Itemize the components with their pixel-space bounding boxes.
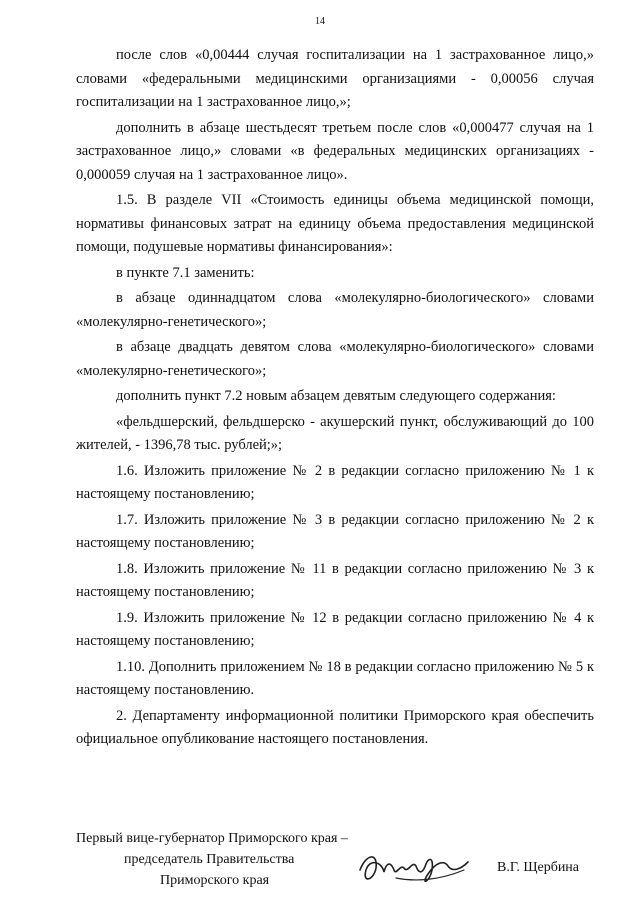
paragraph: «фельдшерский, фельдшерско - акушерский пункт, обслуживающий до 100 жителей, - 1396,78 тыс. рублей;»; [76, 413, 594, 453]
paragraph: 1.5. В разделе VII «Стоимость единицы объема медицинской помощи, нормативы финансовых затрат на единицу объема предоставления медицинской помощи, подушевые нормативы финансирования»: [76, 192, 594, 255]
paragraph: дополнить пункт 7.2 новым абзацем девятым следующего содержания: [116, 388, 556, 404]
paragraph: в абзаце двадцать девятом слова «молекулярно-биологического» словами «молекулярно-генетического»; [76, 339, 594, 379]
paragraph: после слов «0,00444 случая госпитализации на 1 застрахованное лицо,» словами «федеральными медицинскими организациями - 0,00056 случая госпитализации на 1 застрахованное лицо,»; [76, 47, 594, 110]
signatory-title-line-2: председатель Правительства [124, 852, 295, 867]
paragraph: дополнить в абзаце шестьдесят третьем после слов «0,000477 случая на 1 застрахованное лицо,» словами «в федеральных медицинских организациях - 0,000059 случая на 1 застрахованное лицо». [76, 119, 594, 183]
paragraph: в абзаце одиннадцатом слова «молекулярно-биологического» словами «молекулярно-генетического»; [76, 290, 594, 330]
paragraph: 1.6. Изложить приложение № 2 в редакции согласно приложению № 1 к настоящему постановлению; [76, 462, 594, 502]
signatory-title-line-3: Приморского края [160, 873, 270, 888]
paragraph: в пункте 7.1 заменить: [116, 264, 255, 281]
paragraph: 2. Департаменту информационной политики Приморского края обеспечить официальное опубликование настоящего постановления. [76, 707, 594, 747]
handwritten-signature [356, 840, 476, 892]
signatory-title-line-1: Первый вице-губернатор Приморского края – [76, 831, 348, 846]
page-number: 14 [315, 16, 325, 27]
paragraph: 1.7. Изложить приложение № 3 в редакции согласно приложению № 2 к настоящему постановлению; [76, 511, 594, 551]
paragraph: 1.10. Дополнить приложением № 18 в редакции согласно приложению № 5 к настоящему постановлению. [76, 658, 594, 698]
paragraph: 1.9. Изложить приложение № 12 в редакции согласно приложению № 4 к настоящему постановлению; [76, 609, 594, 649]
document-body [76, 44, 594, 754]
signer-name: В.Г. Щербина [497, 860, 580, 875]
paragraph: 1.8. Изложить приложение № 11 в редакции согласно приложению № 3 к настоящему постановлению; [76, 560, 594, 600]
